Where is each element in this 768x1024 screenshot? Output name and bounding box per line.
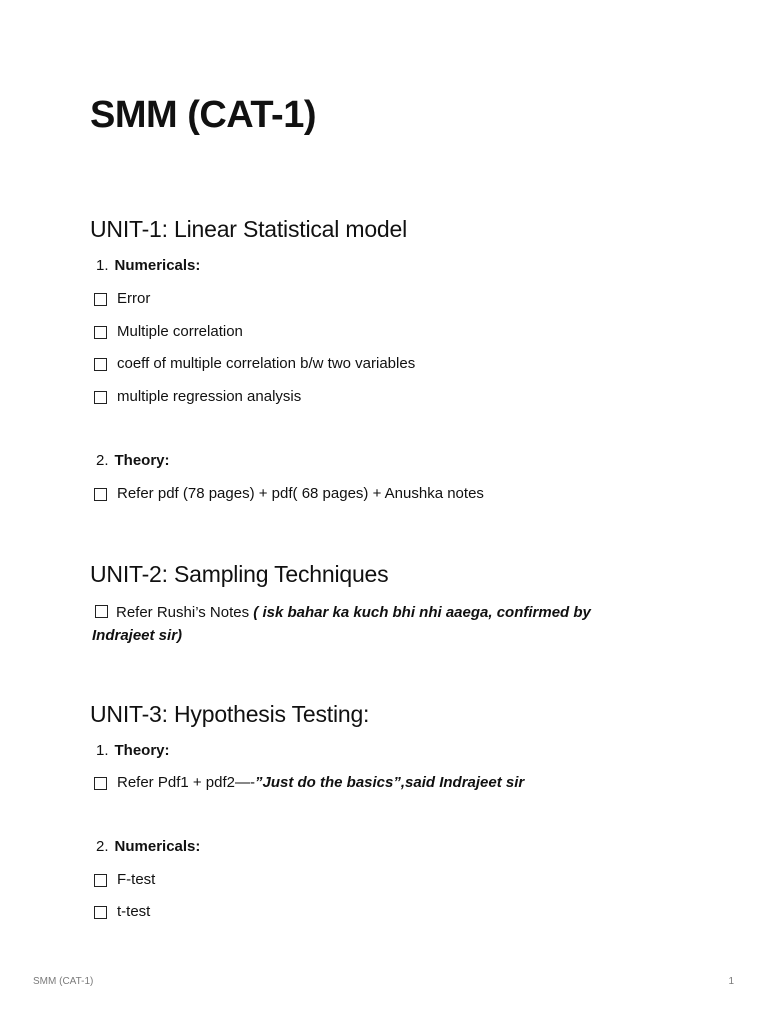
unit3-numericals-header <box>96 837 200 857</box>
todo-item-multiple-correlation <box>94 322 243 342</box>
checkbox[interactable] <box>94 777 107 790</box>
unit1-heading: UNIT-1: Linear Statistical model <box>90 216 408 242</box>
todo-text: Refer pdf (78 pages) + pdf( 68 pages) + Anushka notes <box>117 485 484 502</box>
unit3-theory-header <box>96 741 170 761</box>
page-title: SMM (CAT-1) <box>90 94 316 136</box>
list-label: Numericals: <box>114 257 201 274</box>
list-number: 2. <box>96 838 109 855</box>
unit3-heading: UNIT-3: Hypothesis Testing: <box>90 701 370 727</box>
todo-item-rushi-notes <box>92 601 632 647</box>
checkbox[interactable] <box>94 326 107 339</box>
todo-text: coeff of multiple correlation b/w two variables <box>117 355 416 372</box>
todo-text: F-test <box>117 871 156 888</box>
todo-text: t-test <box>117 903 151 920</box>
checkbox[interactable] <box>94 358 107 371</box>
todo-item-refer-pdf1-pdf2 <box>94 773 524 793</box>
list-number: 1. <box>96 257 109 274</box>
todo-item-coeff-multiple-correlation <box>94 354 415 374</box>
todo-item-multiple-regression <box>94 387 301 407</box>
checkbox[interactable] <box>94 488 107 501</box>
list-label: Numericals: <box>114 838 201 855</box>
todo-item-t-test <box>94 902 150 922</box>
page-number: 1 <box>728 976 734 987</box>
footer-title: SMM (CAT-1) <box>33 976 94 987</box>
unit2-heading: UNIT-2: Sampling Techniques <box>90 561 389 587</box>
checkbox[interactable] <box>94 906 107 919</box>
checkbox[interactable] <box>95 605 108 618</box>
todo-item-refer-pdf <box>94 484 484 504</box>
list-number: 1. <box>96 742 109 759</box>
unit1-theory-header <box>96 451 170 471</box>
todo-text: Refer Pdf1 + pdf2—- <box>117 774 255 791</box>
list-label: Theory: <box>114 742 170 759</box>
todo-emphasis: ”Just do the basics”,said Indrajeet sir <box>255 774 525 791</box>
todo-item-error <box>94 289 150 309</box>
unit1-numericals-header <box>96 256 200 276</box>
todo-emphasis: ( isk bahar ka kuch bhi nhi aaega, confirmed by Indrajeet sir) <box>92 604 591 644</box>
todo-text: multiple regression analysis <box>117 388 302 405</box>
checkbox[interactable] <box>94 874 107 887</box>
list-label: Theory: <box>114 452 170 469</box>
todo-text: Error <box>117 290 151 307</box>
todo-item-f-test <box>94 870 155 890</box>
checkbox[interactable] <box>94 391 107 404</box>
checkbox[interactable] <box>94 293 107 306</box>
todo-text: Refer Rushi’s Notes <box>116 604 250 621</box>
todo-text: Multiple correlation <box>117 323 243 340</box>
list-number: 2. <box>96 452 109 469</box>
